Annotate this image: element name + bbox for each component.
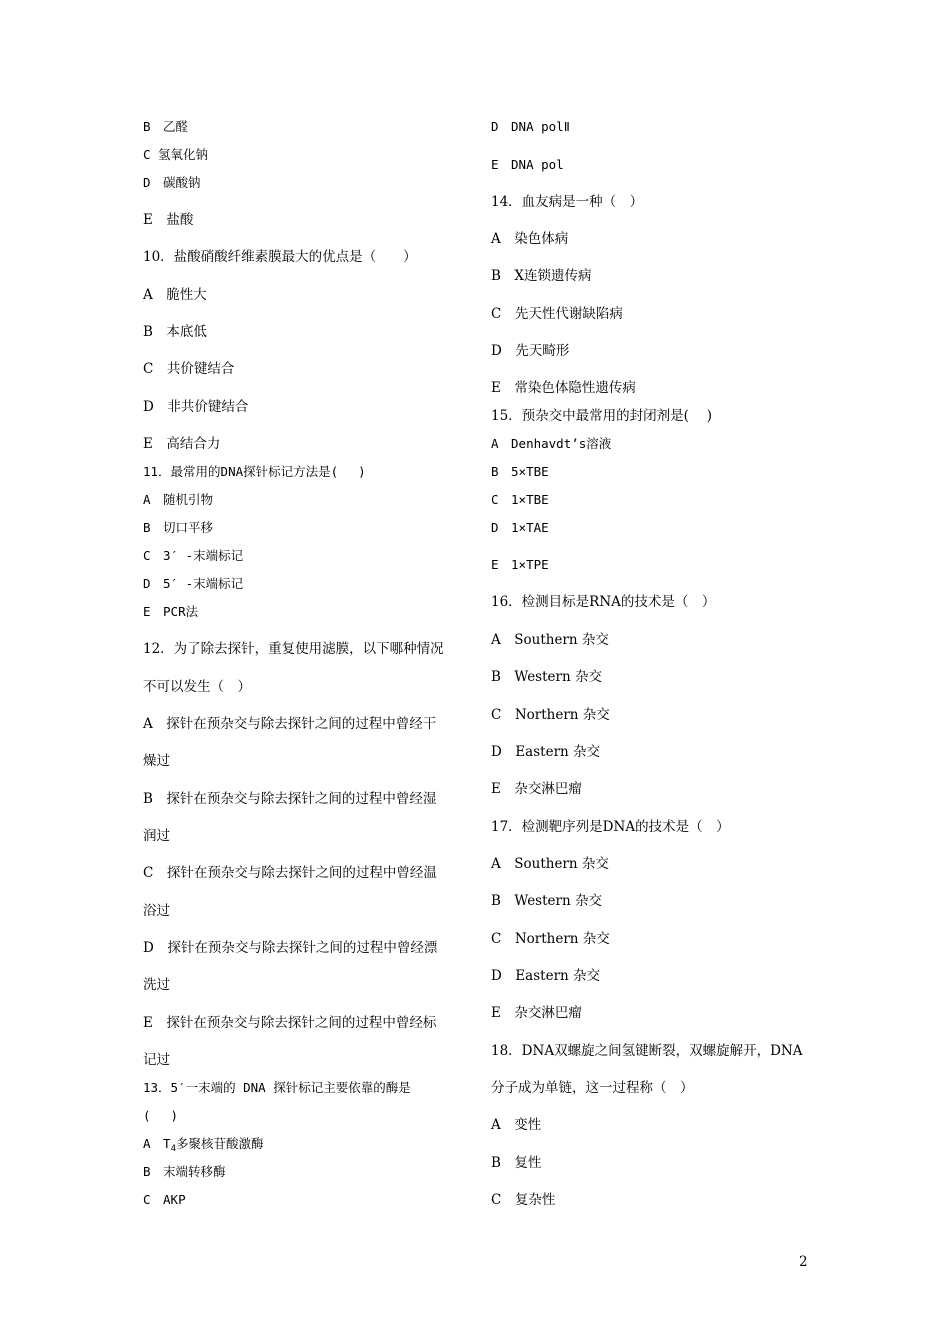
left-line bbox=[143, 575, 243, 593]
left-line bbox=[143, 1051, 170, 1069]
left-line bbox=[143, 146, 208, 164]
line-text: D 探针在预杂交与除去探针之间的过程中曾经漂 bbox=[143, 940, 438, 956]
line-text: 浴过 bbox=[143, 903, 170, 919]
line-text: 洗过 bbox=[143, 977, 170, 993]
right-line bbox=[491, 668, 602, 686]
line-text: A 变性 bbox=[491, 1117, 542, 1133]
left-line bbox=[143, 398, 248, 416]
left-line bbox=[143, 902, 170, 920]
line-text: A Southern 杂交 bbox=[491, 632, 609, 648]
left-line bbox=[143, 1107, 178, 1125]
line-text: A 随机引物 bbox=[143, 492, 214, 507]
right-line bbox=[491, 1004, 582, 1022]
right-line bbox=[491, 631, 609, 649]
right-line bbox=[491, 967, 600, 985]
right-line bbox=[491, 379, 636, 397]
right-line bbox=[491, 818, 730, 836]
left-line bbox=[143, 976, 170, 994]
line-text: B Western 杂交 bbox=[491, 669, 602, 685]
line-text: 17．检测靶序列是DNA的技术是（ ） bbox=[491, 819, 730, 835]
left-line bbox=[143, 1079, 411, 1097]
line-text: B X连锁遗传病 bbox=[491, 268, 592, 284]
line-text: E 杂交淋巴瘤 bbox=[491, 781, 582, 797]
line-text: D Eastern 杂交 bbox=[491, 968, 601, 984]
line-text: A 染色体病 bbox=[491, 231, 569, 247]
left-line bbox=[143, 640, 444, 658]
right-line bbox=[491, 230, 568, 248]
line-text: 记过 bbox=[143, 1052, 170, 1068]
line-text: B 复性 bbox=[491, 1155, 542, 1171]
line-text: C 氢氧化钠 bbox=[143, 147, 209, 162]
line-text: C Northern 杂交 bbox=[491, 707, 610, 723]
line-text: 分子成为单链，这一过程称（ ） bbox=[491, 1080, 694, 1096]
line-text: E 高结合力 bbox=[143, 436, 221, 452]
right-line bbox=[491, 519, 549, 537]
line-text: D 非共价键结合 bbox=[143, 399, 249, 415]
line-text: C AKP bbox=[143, 1192, 186, 1207]
left-line bbox=[143, 248, 417, 266]
left-line bbox=[143, 1191, 186, 1209]
line-text: E 杂交淋巴瘤 bbox=[491, 1005, 582, 1021]
right-line bbox=[491, 267, 592, 285]
left-line bbox=[143, 360, 234, 378]
line-tail: 多聚核苷酸激酶 bbox=[175, 1136, 264, 1151]
line-text: C 探针在预杂交与除去探针之间的过程中曾经温 bbox=[143, 865, 437, 881]
line-text: A T bbox=[143, 1136, 171, 1151]
right-line bbox=[491, 743, 600, 761]
line-text: A Denhavdt’s溶液 bbox=[491, 436, 612, 451]
right-line bbox=[491, 556, 549, 574]
line-text: D DNA polⅡ bbox=[491, 119, 570, 134]
left-line bbox=[143, 174, 201, 192]
line-text: D 碳酸钠 bbox=[143, 175, 201, 190]
line-text: 12．为了除去探针，重复使用滤膜，以下哪种情况 bbox=[143, 641, 444, 657]
subscript: 4 bbox=[170, 1144, 176, 1154]
left-line bbox=[143, 547, 243, 565]
line-text: E 探针在预杂交与除去探针之间的过程中曾经标 bbox=[143, 1015, 437, 1031]
right-line bbox=[491, 593, 715, 611]
right-line bbox=[491, 491, 549, 509]
line-text: 15．预杂交中最常用的封闭剂是( ) bbox=[491, 408, 713, 424]
left-line bbox=[143, 827, 170, 845]
left-line bbox=[143, 1014, 436, 1032]
line-text: 16．检测目标是RNA的技术是（ ） bbox=[491, 594, 716, 610]
right-line bbox=[491, 930, 610, 948]
left-line bbox=[143, 118, 188, 136]
line-text: A Southern 杂交 bbox=[491, 856, 609, 872]
left-line bbox=[143, 323, 207, 341]
line-text: 润过 bbox=[143, 828, 170, 844]
line-text: B 本底低 bbox=[143, 324, 207, 340]
line-text: 14．血友病是一种（ ） bbox=[491, 194, 644, 210]
left-line bbox=[143, 463, 366, 481]
right-line bbox=[491, 193, 643, 211]
page-number: 2 bbox=[799, 1254, 808, 1270]
line-text: 10．盐酸硝酸纤维素膜最大的优点是（ ） bbox=[143, 249, 417, 265]
right-line bbox=[491, 780, 582, 798]
left-line bbox=[143, 491, 213, 509]
line-text: A 探针在预杂交与除去探针之间的过程中曾经干 bbox=[143, 716, 437, 732]
right-line bbox=[491, 892, 602, 910]
line-text: A 脆性大 bbox=[143, 287, 207, 303]
line-text: 燥过 bbox=[143, 753, 170, 769]
line-text: E DNA pol bbox=[491, 157, 564, 172]
line-text: C Northern 杂交 bbox=[491, 931, 610, 947]
right-line bbox=[491, 342, 569, 360]
line-text: ( ) bbox=[143, 1108, 179, 1123]
right-line bbox=[491, 1079, 694, 1097]
line-text: C 共价键结合 bbox=[143, 361, 235, 377]
left-line bbox=[143, 864, 437, 882]
line-text: C 先天性代谢缺陷病 bbox=[491, 306, 623, 322]
right-line bbox=[491, 305, 623, 323]
line-text: B 5×TBE bbox=[491, 464, 549, 479]
right-line bbox=[491, 118, 570, 136]
line-text: B 探针在预杂交与除去探针之间的过程中曾经湿 bbox=[143, 791, 437, 807]
left-line bbox=[143, 1163, 226, 1181]
left-line bbox=[143, 752, 170, 770]
left-line bbox=[143, 603, 198, 621]
line-text: B 末端转移酶 bbox=[143, 1164, 226, 1179]
line-text: D 1×TAE bbox=[491, 520, 549, 535]
left-line bbox=[143, 678, 251, 696]
line-text: E 1×TPE bbox=[491, 557, 549, 572]
right-line bbox=[491, 435, 611, 453]
line-text: D 5′ -末端标记 bbox=[143, 576, 244, 591]
right-line bbox=[491, 1042, 802, 1060]
line-text: B Western 杂交 bbox=[491, 893, 602, 909]
line-text: 13．5′一末端的 DNA 探针标记主要依靠的酶是 bbox=[143, 1080, 411, 1095]
line-text: E 盐酸 bbox=[143, 212, 194, 228]
line-text: D 先天畸形 bbox=[491, 343, 570, 359]
left-line bbox=[143, 1135, 264, 1158]
line-text: E 常染色体隐性遗传病 bbox=[491, 380, 636, 396]
line-text: C 3′ -末端标记 bbox=[143, 548, 244, 563]
right-line bbox=[491, 156, 564, 174]
left-line bbox=[143, 211, 193, 229]
line-text: C 复杂性 bbox=[491, 1192, 556, 1208]
right-line bbox=[491, 1154, 541, 1172]
right-line bbox=[491, 706, 610, 724]
line-text: 不可以发生（ ） bbox=[143, 679, 251, 695]
right-line bbox=[491, 1116, 541, 1134]
left-line bbox=[143, 435, 220, 453]
line-text: 11．最常用的DNA探针标记方法是( ) bbox=[143, 464, 366, 479]
line-text: E PCR法 bbox=[143, 604, 199, 619]
line-text: 18．DNA双螺旋之间氢键断裂，双螺旋解开，DNA bbox=[491, 1043, 803, 1059]
line-text: B 切口平移 bbox=[143, 520, 214, 535]
right-line bbox=[491, 1191, 555, 1209]
left-line bbox=[143, 286, 207, 304]
right-line bbox=[491, 407, 712, 425]
left-line bbox=[143, 715, 436, 733]
left-line bbox=[143, 519, 213, 537]
line-text: D Eastern 杂交 bbox=[491, 744, 601, 760]
right-line bbox=[491, 855, 609, 873]
left-line bbox=[143, 939, 437, 957]
right-line bbox=[491, 463, 549, 481]
line-text: B 乙醛 bbox=[143, 119, 189, 134]
line-text: C 1×TBE bbox=[491, 492, 549, 507]
left-line bbox=[143, 790, 436, 808]
